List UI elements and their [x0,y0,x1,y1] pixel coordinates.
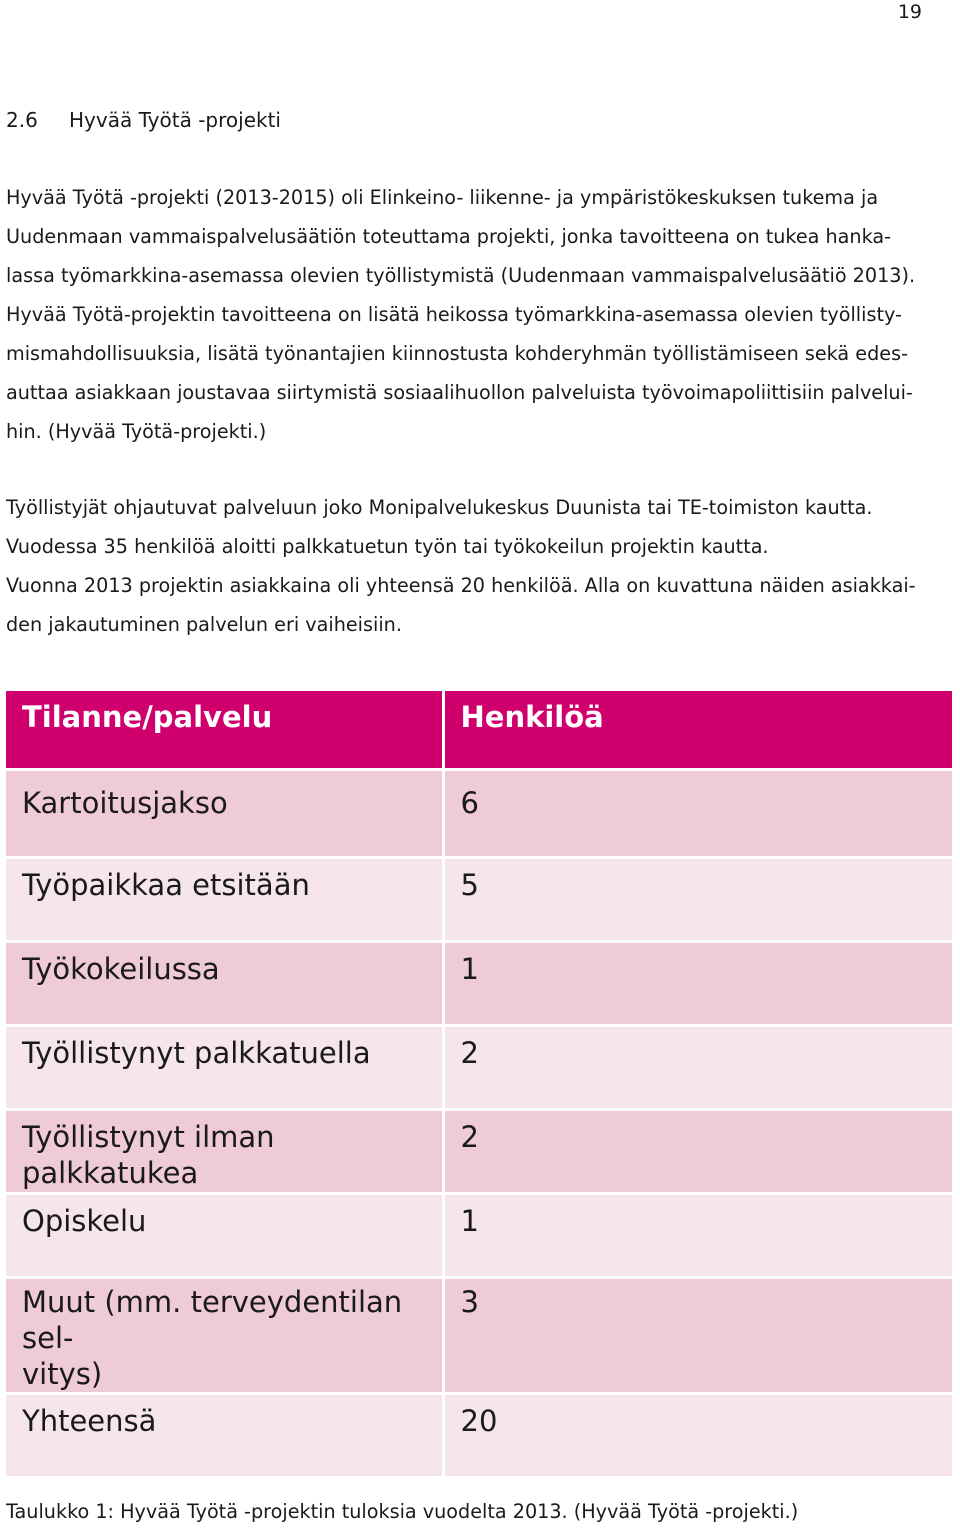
table-cell-value: 1 [443,1193,952,1277]
table-row [6,1025,952,1109]
paragraph-line: Työllistyjät ohjautuvat palveluun joko Monipalvelukeskus Duunista tai TE-toimiston kautta. [6,496,873,519]
table-cell-label-line: Muut (mm. terveydentilan sel- [22,1284,403,1355]
paragraph-line: mismahdollisuuksia, lisätä työnantajien kiinnostusta kohderyhmän työllistämiseen sekä edes- [6,342,908,365]
table-cell-label-line: vitys) [22,1356,103,1391]
paragraph-line: Hyvää Työtä -projekti (2013-2015) oli Elinkeino- liikenne- ja ympäristökeskuksen tukema ja [6,186,879,209]
table-cell-value: 2 [443,1109,952,1193]
table-cell-value: 5 [443,857,952,941]
table-header-situation: Tilanne/palvelu [6,691,443,769]
paragraph-line: auttaa asiakkaan joustavaa siirtymistä sosiaalihuollon palveluista työvoimapoliittisiin palvelui- [6,381,913,404]
section-heading [6,106,281,134]
paragraph-line: lassa työmarkkina-asemassa olevien työllistymistä (Uudenmaan vammaispalvelusäätiö 2013). [6,264,916,287]
table-cell-label: Kartoitusjakso [6,769,443,857]
table-row [6,1109,952,1193]
paragraph-clients [6,488,948,644]
page-number: 19 [897,1,922,23]
paragraph-line: Hyvää Työtä-projektin tavoitteena on lisätä heikossa työmarkkina-asemassa olevien työllisty- [6,303,902,326]
table-cell-value: 6 [443,769,952,857]
table-header-persons: Henkilöä [443,691,952,769]
paragraph-intro [6,178,948,451]
table-header-row [6,691,952,769]
results-table [6,691,952,1479]
table-cell-value: 20 [443,1393,952,1477]
paragraph-line: hin. (Hyvää Työtä-projekti.) [6,420,267,443]
table-cell-value: 2 [443,1025,952,1109]
table-cell-label: Opiskelu [6,1193,443,1277]
table-caption: Taulukko 1: Hyvää Työtä -projektin tuloksia vuodelta 2013. (Hyvää Työtä -projekti.) [6,1500,799,1523]
table-cell-value: 1 [443,941,952,1025]
table-row-total [6,1393,952,1477]
table-row [6,857,952,941]
table-cell-label: Yhteensä [6,1393,443,1477]
paragraph-line: Uudenmaan vammaispalvelusäätiön toteuttama projekti, jonka tavoitteena on tukea hanka- [6,225,892,248]
table-cell-label: Työllistynyt palkkatuella [6,1025,443,1109]
table-row [6,769,952,857]
paragraph-line: den jakautuminen palvelun eri vaiheisiin. [6,613,402,636]
paragraph-line: Vuonna 2013 projektin asiakkaina oli yhteensä 20 henkilöä. Alla on kuvattuna näiden asiakkai- [6,574,916,597]
table-cell-value: 3 [443,1277,952,1393]
table-cell-label: Työpaikkaa etsitään [6,857,443,941]
section-number: 2.6 [6,108,38,132]
table-row [6,1277,952,1393]
table-cell-label: Työllistynyt ilman palkkatukea [6,1109,443,1193]
paragraph-line: Vuodessa 35 henkilöä aloitti palkkatuetun työn tai työkokeilun projektin kautta. [6,535,769,558]
table-row [6,941,952,1025]
table-cell-label [6,1277,443,1393]
table-cell-label: Työkokeilussa [6,941,443,1025]
table-row [6,1193,952,1277]
section-title: Hyvää Työtä -projekti [69,108,281,132]
